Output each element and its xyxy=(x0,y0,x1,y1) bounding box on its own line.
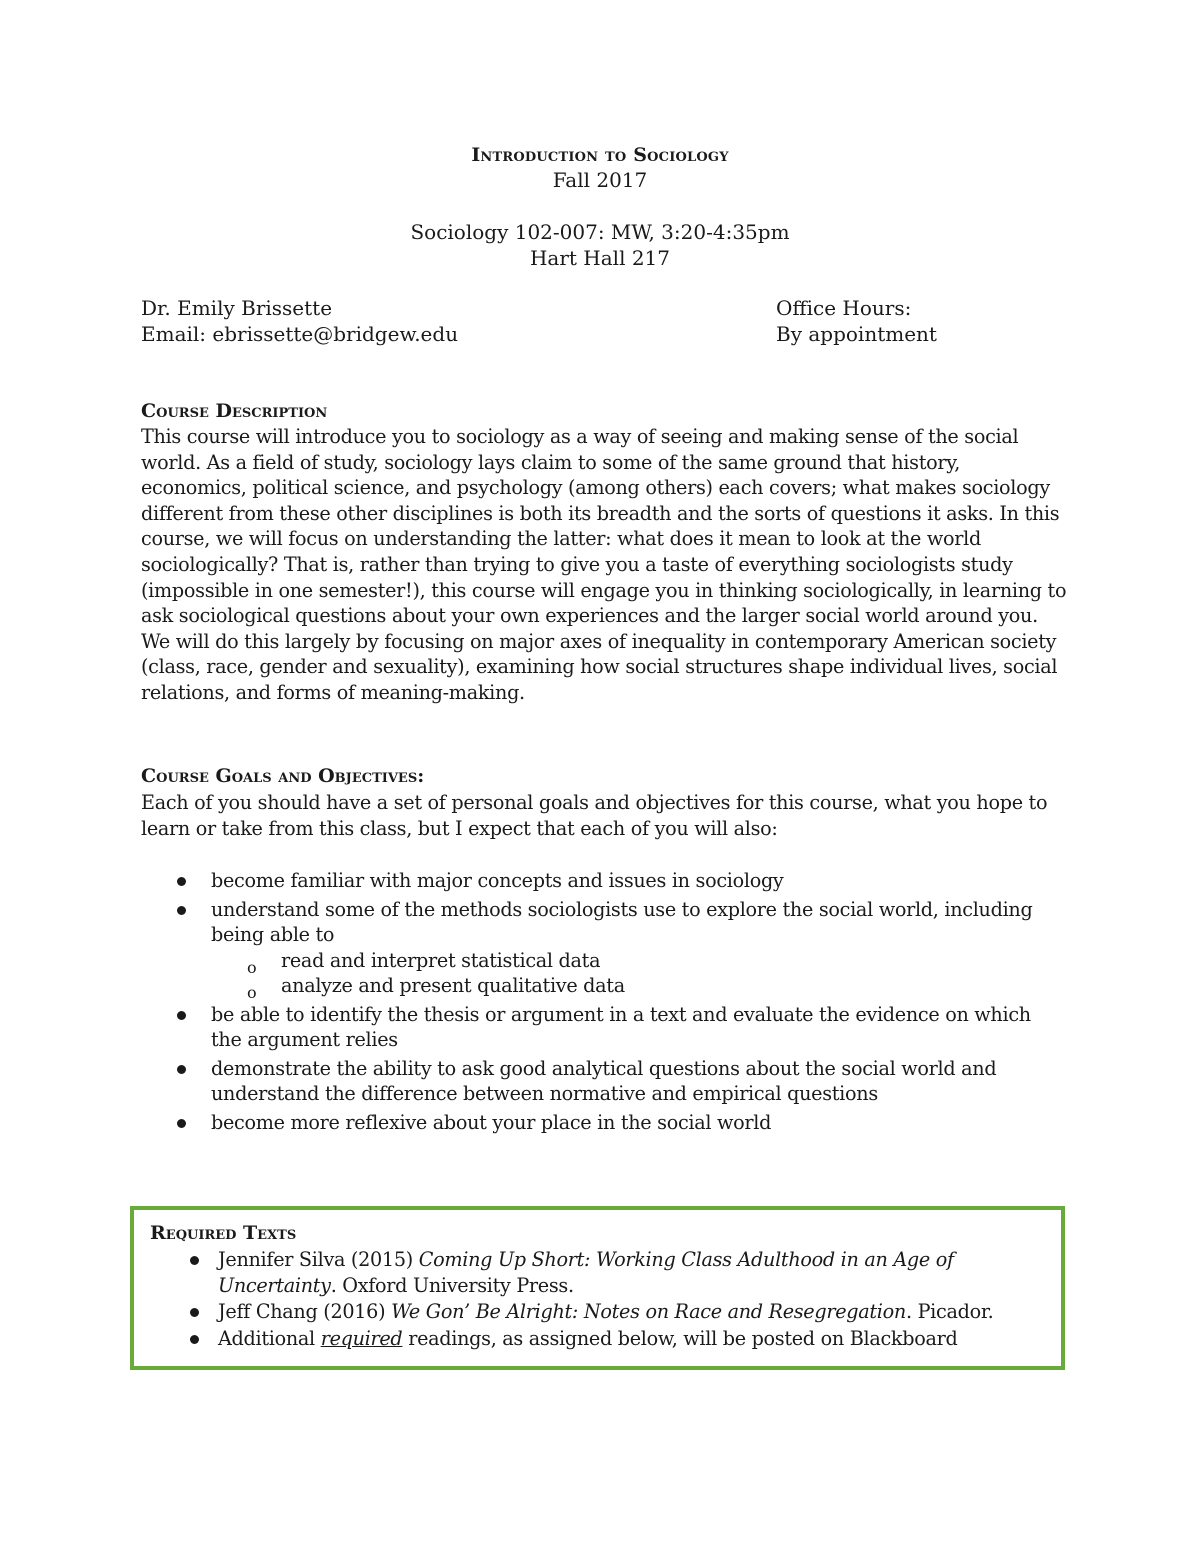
list-item: Additional required readings, as assigned below, will be posted on Blackboard xyxy=(150,1326,1040,1352)
office-hours-label: Office Hours: xyxy=(776,296,912,320)
course-title: Introduction to Sociology xyxy=(471,144,729,166)
description-heading: Course Description xyxy=(141,400,328,422)
bullet-icon xyxy=(177,1011,186,1020)
bullet-icon xyxy=(177,877,186,886)
required-texts-list xyxy=(150,1247,1040,1352)
list-item: become familiar with major concepts and issues in sociology xyxy=(141,868,1041,894)
list-item: demonstrate the ability to ask good analytical questions about the social world and understand the difference between normative and empirical questions xyxy=(141,1056,1041,1107)
book-title: We Gon’ Be Alright: Notes on Race and Resegregation xyxy=(391,1300,906,1323)
goals-list xyxy=(141,868,1041,1135)
bullet-icon xyxy=(190,1256,199,1265)
list-item: o analyze and present qualitative data xyxy=(211,973,1041,999)
required-emphasis: required xyxy=(320,1326,403,1350)
bullet-icon xyxy=(177,1119,186,1128)
office-hours-value: By appointment xyxy=(776,322,937,346)
description-text: This course will introduce you to sociology as a way of seeing and making sense of the social world. As a field of study, sociology lays claim to some of the same ground that history, economics, political science, and psychology (among others) each covers; what makes sociology different from these other disciplines is both its breadth and the sorts of questions it asks. In this course, we will focus on understanding the latter: what does it mean to look at the world sociologically? That is, rather than trying to give you a taste of everything sociologists study (impossible in one semester!), this course will engage you in thinking sociologically, in learning to ask sociological questions about your own experiences and the larger social world around you. We will do this largely by focusing on major axes of inequality in contemporary American society (class, race, gender and sexuality), examining how social structures shape individual lives, social relations, and forms of meaning-making. xyxy=(141,425,1067,704)
list-item: become more reflexive about your place in the social world xyxy=(141,1110,1041,1136)
circle-bullet-icon: o xyxy=(247,983,257,1002)
bullet-icon xyxy=(190,1308,199,1317)
list-item: Jennifer Silva (2015) Coming Up Short: Working Class Adulthood in an Age of Uncertainty. Oxford University Press. xyxy=(150,1247,1040,1298)
list-item: understand some of the methods sociologists use to explore the social world, including being able to o read and interpret statistical data o analyze and present qualitative data xyxy=(141,897,1041,999)
instructor-email: Email: ebrissette@bridgew.edu xyxy=(141,322,459,346)
list-item: Jeff Chang (2016) We Gon’ Be Alright: Notes on Race and Resegregation. Picador. xyxy=(150,1299,1040,1325)
goals-intro: Each of you should have a set of personal goals and objectives for this course, what you hope to learn or take from this class, but I expect that each of you will also: xyxy=(141,791,1048,840)
goals-heading: Course Goals and Objectives: xyxy=(141,765,425,787)
bullet-icon xyxy=(177,906,186,915)
circle-bullet-icon: o xyxy=(247,957,257,977)
course-term: Fall 2017 xyxy=(552,168,648,192)
list-item: be able to identify the thesis or argument in a text and evaluate the evidence on which the argument relies xyxy=(141,1002,1041,1053)
course-location: Hart Hall 217 xyxy=(529,246,670,270)
course-section: Sociology 102-007: MW, 3:20-4:35pm xyxy=(410,220,790,244)
list-item: o read and interpret statistical data xyxy=(211,948,1041,974)
book-title: Coming Up Short: Working Class Adulthood in an Age of Uncertainty xyxy=(218,1248,954,1297)
required-texts-heading: Required Texts xyxy=(150,1222,297,1244)
bullet-icon xyxy=(190,1335,199,1344)
required-texts-box xyxy=(130,1206,1065,1370)
bullet-icon xyxy=(177,1065,186,1074)
instructor-name: Dr. Emily Brissette xyxy=(141,296,333,320)
